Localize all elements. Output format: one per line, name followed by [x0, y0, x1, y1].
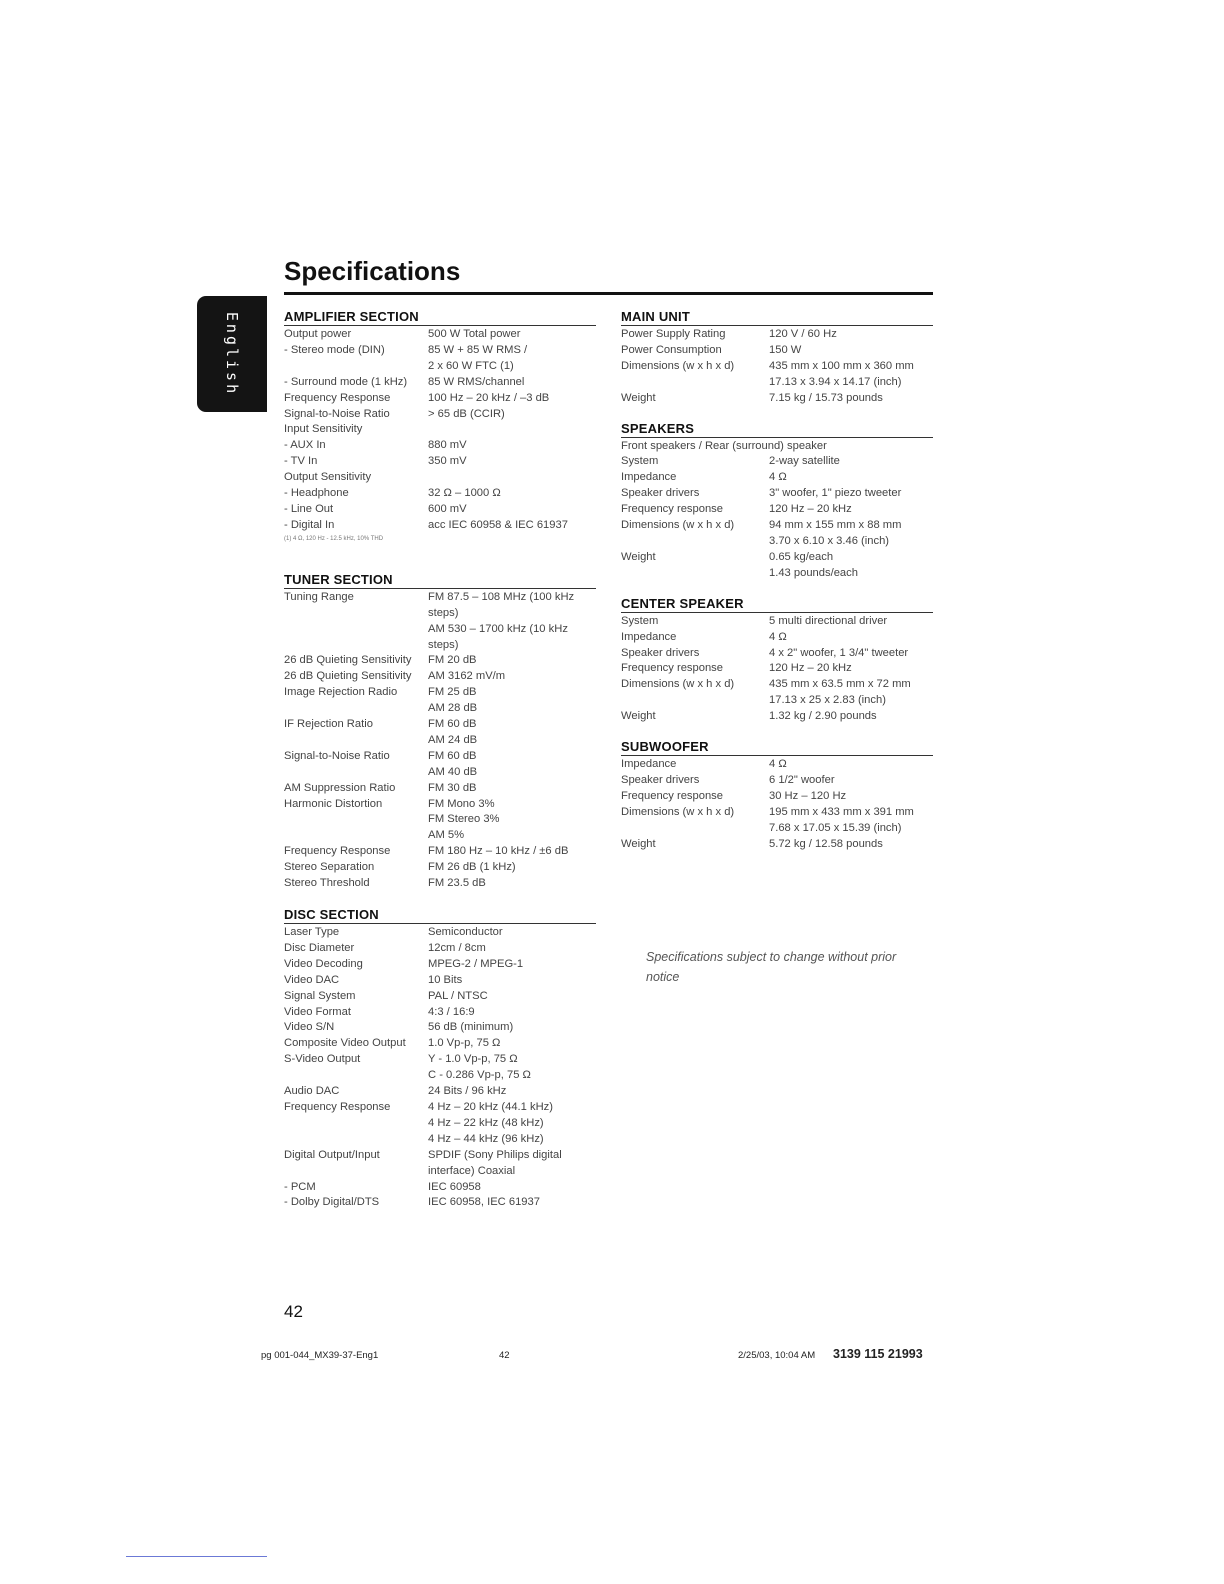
spec-label: Weight — [621, 391, 656, 404]
spec-value: 120 Hz – 20 kHz — [769, 503, 852, 516]
spec-label: Output Sensitivity — [284, 471, 372, 484]
spec-row — [284, 1052, 596, 1084]
page-number: 42 — [284, 1302, 303, 1321]
spec-row — [284, 454, 596, 470]
spec-row — [621, 773, 933, 789]
main-unit-section — [621, 309, 933, 407]
spec-value: MPEG-2 / MPEG-1 — [428, 957, 524, 970]
spec-value: 5.72 kg / 12.58 pounds — [769, 837, 883, 850]
spec-label: Impedance — [621, 758, 677, 771]
spec-row — [621, 837, 933, 853]
spec-value: IEC 60958, IEC 61937 — [428, 1196, 540, 1209]
spec-value: FM 60 dB AM 40 dB — [428, 749, 478, 778]
spec-label: IF Rejection Ratio — [284, 718, 373, 731]
spec-value: 85 W + 85 W RMS / 2 x 60 W FTC (1) — [428, 343, 528, 372]
spec-label: AM Suppression Ratio — [284, 781, 396, 794]
spec-row — [284, 470, 596, 486]
spec-label: Harmonic Distortion — [284, 797, 383, 810]
spec-label: - TV In — [284, 455, 318, 468]
spec-row — [284, 1084, 596, 1100]
spec-value: 1.32 kg / 2.90 pounds — [769, 710, 877, 723]
spec-value: 150 W — [769, 343, 802, 356]
spec-value: 32 Ω – 1000 Ω — [428, 487, 501, 500]
spec-row — [284, 327, 596, 343]
spec-value: 56 dB (minimum) — [428, 1021, 514, 1034]
spec-row — [284, 422, 596, 438]
spec-value: 435 mm x 100 mm x 360 mm 17.13 x 3.94 x 14.17 (inch) — [769, 359, 914, 388]
spec-label: Dimensions (w x h x d) — [621, 359, 735, 372]
spec-label: Video DAC — [284, 973, 340, 986]
spec-row — [284, 844, 596, 860]
spec-label: System — [621, 614, 659, 627]
spec-value: FM 60 dB AM 24 dB — [428, 718, 478, 746]
spec-label: Digital Output/Input — [284, 1148, 380, 1161]
spec-label: Frequency response — [621, 503, 723, 516]
spec-value: AM 3162 mV/m — [428, 670, 506, 683]
subwoofer-section — [621, 739, 933, 852]
spec-label: Frequency Response — [284, 391, 391, 404]
spec-label: Input Sensitivity — [284, 423, 363, 436]
title-rule — [284, 292, 933, 295]
spec-value: FM Mono 3% FM Stereo 3% AM 5% — [428, 797, 500, 842]
footer-filename: pg 001-044_MX39-37-Eng1 — [261, 1350, 379, 1361]
spec-label: Speaker drivers — [621, 487, 700, 500]
spec-row — [284, 989, 596, 1005]
spec-label: - Dolby Digital/DTS — [284, 1196, 380, 1209]
spec-value: SPDIF (Sony Philips digital interface) Coaxial — [428, 1148, 562, 1177]
spec-label: Frequency response — [621, 789, 723, 802]
spec-row — [621, 439, 933, 455]
spec-label: Dimensions (w x h x d) — [621, 519, 735, 532]
disclaimer-note: Specifications subject to change without prior notice — [646, 950, 897, 984]
spec-row — [621, 757, 933, 773]
spec-row — [621, 614, 933, 630]
spec-label: Weight — [621, 837, 656, 850]
spec-value: 0.65 kg/each 1.43 pounds/each — [769, 550, 858, 579]
spec-label: S-Video Output — [284, 1053, 361, 1066]
center-speaker-section — [621, 596, 933, 725]
spec-value: 7.15 kg / 15.73 pounds — [769, 391, 883, 404]
spec-label: Signal-to-Noise Ratio — [284, 749, 390, 762]
section-title: DISC SECTION — [284, 907, 379, 922]
spec-value: 5 multi directional driver — [769, 614, 888, 627]
spec-row — [284, 438, 596, 454]
spec-value: FM 180 Hz – 10 kHz / ±6 dB — [428, 845, 569, 858]
spec-label: Power Consumption — [621, 343, 722, 356]
spec-value — [769, 439, 933, 455]
spec-value: 4 Ω — [769, 471, 787, 484]
spec-label: - Line Out — [284, 502, 334, 515]
spec-label: Video Format — [284, 1005, 351, 1018]
spec-label: Disc Diameter — [284, 941, 355, 954]
spec-value: 12cm / 8cm — [428, 941, 486, 954]
spec-value: 880 mV — [428, 439, 467, 452]
spec-value: 6 1/2" woofer — [769, 773, 835, 786]
spec-value: Semiconductor — [428, 926, 503, 938]
spec-label: Dimensions (w x h x d) — [621, 678, 735, 691]
spec-row — [284, 1195, 596, 1211]
spec-label: Dimensions (w x h x d) — [621, 805, 735, 818]
spec-value: 2-way satellite — [769, 455, 840, 468]
spec-row — [284, 518, 596, 534]
spec-value: 435 mm x 63.5 mm x 72 mm 17.13 x 25 x 2.83 (inch) — [769, 678, 911, 707]
spec-label: System — [621, 455, 659, 468]
spec-value: Y - 1.0 Vp-p, 75 Ω C - 0.286 Vp-p, 75 Ω — [428, 1053, 531, 1082]
spec-value: 600 mV — [428, 502, 467, 515]
spec-row — [284, 343, 596, 375]
spec-label: Impedance — [621, 630, 677, 643]
spec-label: Stereo Separation — [284, 861, 375, 874]
spec-value: > 65 dB (CCIR) — [428, 407, 505, 420]
spec-row — [621, 343, 933, 359]
spec-label: Video S/N — [284, 1021, 335, 1034]
spec-label: Frequency Response — [284, 1100, 391, 1113]
spec-row — [284, 486, 596, 502]
spec-value: 24 Bits / 96 kHz — [428, 1085, 507, 1098]
spec-label: Audio DAC — [284, 1085, 340, 1098]
spec-row — [284, 590, 596, 654]
spec-value: 30 Hz – 120 Hz — [769, 789, 847, 802]
spec-value: 4:3 / 16:9 — [428, 1005, 475, 1018]
spec-value: 4 Ω — [769, 630, 787, 643]
spec-label: Weight — [621, 550, 656, 563]
spec-row — [284, 685, 596, 717]
spec-row — [284, 876, 596, 892]
section-title: SPEAKERS — [621, 420, 695, 436]
spec-row — [621, 709, 933, 725]
section-title: MAIN UNIT — [621, 309, 690, 324]
language-tab — [197, 296, 267, 412]
section-rule — [621, 755, 933, 756]
spec-value: 10 Bits — [428, 973, 463, 986]
spec-row — [621, 502, 933, 518]
spec-label: Weight — [621, 710, 656, 723]
left-column — [284, 309, 596, 1211]
spec-row — [284, 1020, 596, 1036]
section-rule — [284, 923, 596, 924]
spec-label: - PCM — [284, 1180, 316, 1193]
spec-row — [621, 454, 933, 470]
spec-row — [621, 470, 933, 486]
spec-value: FM 20 dB — [428, 654, 477, 667]
section-rule — [621, 437, 933, 438]
spec-row — [621, 677, 933, 709]
page-title: Specifications — [284, 256, 461, 286]
section-title: AMPLIFIER SECTION — [284, 309, 419, 324]
footer-code: 3139 115 21993 — [833, 1347, 923, 1361]
spec-value: 100 Hz – 20 kHz / –3 dB — [428, 391, 550, 404]
spec-row — [621, 518, 933, 550]
spec-label: Laser Type — [284, 926, 340, 938]
spec-value: 85 W RMS/channel — [428, 375, 525, 388]
spec-value: IEC 60958 — [428, 1180, 481, 1193]
spec-value: 1.0 Vp-p, 75 Ω — [428, 1037, 501, 1050]
spec-value: FM 26 dB (1 kHz) — [428, 861, 516, 874]
spec-label: - Surround mode (1 kHz) — [284, 375, 408, 388]
spec-label: Image Rejection Radio — [284, 686, 398, 699]
spec-row — [621, 550, 933, 582]
section-title: CENTER SPEAKER — [621, 595, 744, 611]
spec-label: Tuning Range — [284, 590, 354, 603]
spec-label: - Headphone — [284, 487, 349, 500]
spec-value: 500 W Total power — [428, 328, 521, 340]
spec-label: 26 dB Quieting Sensitivity — [284, 654, 412, 667]
spec-row — [284, 781, 596, 797]
spec-value: FM 30 dB — [428, 781, 477, 794]
spec-row — [284, 749, 596, 781]
spec-label: - Digital In — [284, 518, 335, 531]
spec-value: 120 Hz – 20 kHz — [769, 662, 852, 675]
language-tab-label: English — [223, 311, 241, 397]
spec-value: 120 V / 60 Hz — [769, 328, 837, 340]
spec-label: Speaker drivers — [621, 646, 700, 659]
spec-value: FM 23.5 dB — [428, 877, 486, 890]
spec-row — [284, 1100, 596, 1148]
spec-value: acc IEC 60958 & IEC 61937 — [428, 518, 568, 531]
spec-row — [284, 957, 596, 973]
spec-label: - Stereo mode (DIN) — [284, 343, 385, 356]
spec-value — [428, 470, 596, 486]
spec-value: 3" woofer, 1" piezo tweeter — [769, 487, 902, 500]
spec-value: PAL / NTSC — [428, 989, 488, 1002]
spec-row — [284, 502, 596, 518]
section-rule — [621, 325, 933, 326]
spec-label: Frequency Response — [284, 845, 391, 858]
spec-row — [284, 1148, 596, 1180]
spec-value: 4 Hz – 20 kHz (44.1 kHz) 4 Hz – 22 kHz (48 kHz) 4 Hz – 44 kHz (96 kHz) — [428, 1100, 553, 1145]
decorative-underline — [126, 1556, 267, 1557]
spec-label: Speaker drivers — [621, 773, 700, 786]
speakers-section — [621, 421, 933, 582]
section-rule — [284, 588, 596, 589]
spec-row — [621, 789, 933, 805]
spec-row — [621, 805, 933, 837]
spec-row — [284, 375, 596, 391]
spec-value: 94 mm x 155 mm x 88 mm 3.70 x 6.10 x 3.46 (inch) — [769, 519, 902, 547]
spec-value: 4 Ω — [769, 758, 787, 771]
spec-row — [621, 359, 933, 391]
footer-page: 42 — [499, 1350, 510, 1361]
spec-row — [284, 669, 596, 685]
spec-label: Signal-to-Noise Ratio — [284, 407, 390, 420]
footer-datetime: 2/25/03, 10:04 AM — [738, 1350, 816, 1361]
spec-label: Signal System — [284, 989, 356, 1002]
spec-row — [621, 486, 933, 502]
section-title: TUNER SECTION — [284, 571, 393, 587]
spec-row — [284, 973, 596, 989]
spec-label: Composite Video Output — [284, 1037, 406, 1050]
spec-row — [284, 925, 596, 941]
spec-row — [284, 1180, 596, 1196]
spec-value: 4 x 2" woofer, 1 3/4" tweeter — [769, 646, 909, 659]
spec-label: Video Decoding — [284, 957, 363, 970]
spec-row — [621, 327, 933, 343]
spec-row — [621, 661, 933, 677]
amplifier-section — [284, 309, 596, 543]
spec-row — [284, 391, 596, 407]
spec-label: 26 dB Quieting Sensitivity — [284, 670, 412, 683]
spec-value: 195 mm x 433 mm x 391 mm 7.68 x 17.05 x 15.39 (inch) — [769, 805, 914, 834]
tuner-section — [284, 572, 596, 892]
spec-row — [284, 1036, 596, 1052]
spec-label: Stereo Threshold — [284, 877, 370, 890]
section-rule — [284, 325, 596, 326]
spec-row — [284, 797, 596, 845]
spec-label: Frequency response — [621, 662, 723, 675]
spec-row — [621, 646, 933, 662]
spec-row — [284, 1005, 596, 1021]
section-title: SUBWOOFER — [621, 739, 709, 755]
spec-label: Front speakers / Rear (surround) speaker — [621, 439, 827, 452]
right-column — [621, 309, 933, 852]
spec-value: FM 25 dB AM 28 dB — [428, 686, 478, 715]
section-rule — [621, 612, 933, 613]
spec-label: Impedance — [621, 471, 677, 484]
spec-row — [284, 941, 596, 957]
footnote: (1) 4 Ω, 120 Hz - 12.5 kHz, 10% THD — [284, 535, 384, 542]
spec-value: FM 87.5 – 108 MHz (100 kHz steps) AM 530 – 1700 kHz (10 kHz steps) — [428, 590, 575, 651]
spec-label: - AUX In — [284, 439, 326, 452]
spec-value: 350 mV — [428, 455, 467, 468]
spec-label: Power Supply Rating — [621, 328, 726, 340]
spec-row — [284, 653, 596, 669]
spec-value — [428, 422, 596, 438]
spec-label: Output power — [284, 328, 352, 340]
spec-row — [621, 391, 933, 407]
spec-row — [621, 630, 933, 646]
spec-row — [284, 407, 596, 423]
spec-row — [284, 717, 596, 749]
spec-row — [284, 860, 596, 876]
disc-section — [284, 907, 596, 1211]
